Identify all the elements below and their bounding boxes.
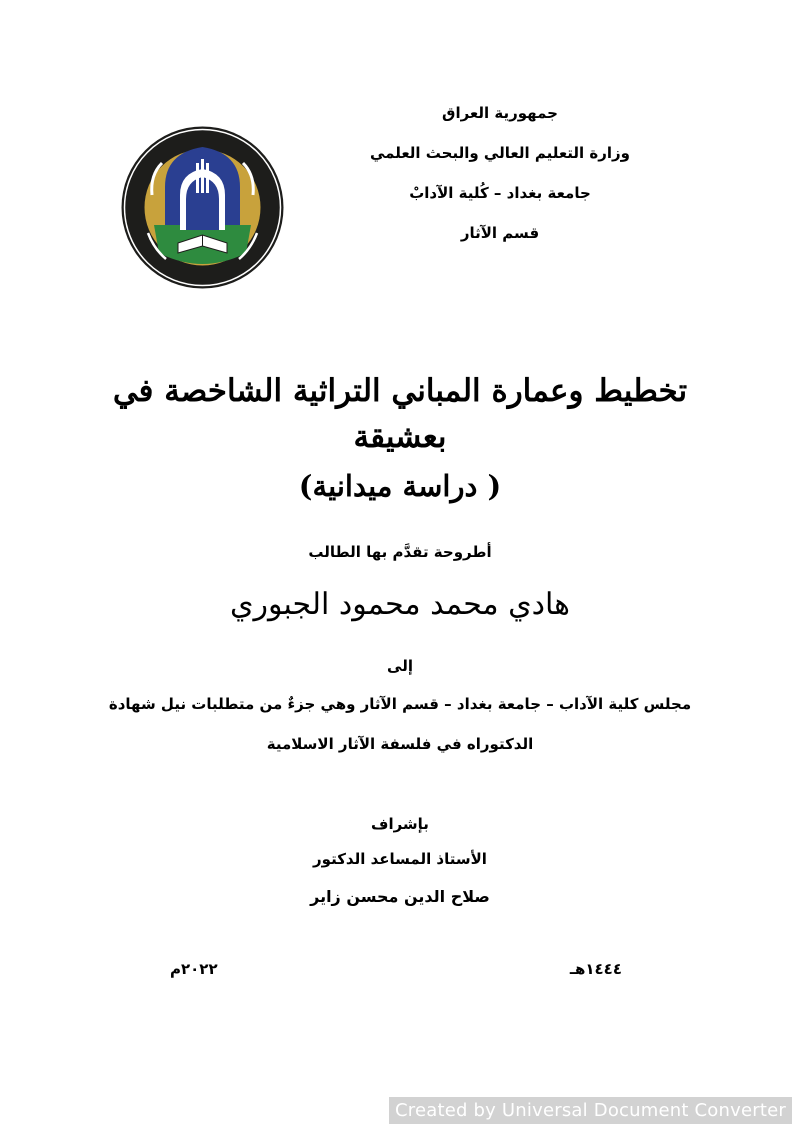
supervision-label: بإشراف	[371, 815, 429, 833]
submission-intro: أطروحة تقدَّم بها الطالب	[308, 543, 492, 561]
council-line-2: الدكتوراه في فلسفة الآثار الاسلامية	[266, 735, 534, 753]
header-department: قسم الآثار	[460, 224, 540, 242]
gregorian-date: ٢٠٢٢م	[170, 960, 218, 978]
university-seal-icon	[120, 125, 285, 290]
header-university: جامعة بغداد – كُلية الآدابْ	[409, 184, 591, 202]
header-block	[320, 100, 680, 260]
thesis-subtitle: ( دراسة ميدانية)	[298, 469, 502, 503]
student-name: هادي محمد محمود الجبوري	[230, 587, 570, 622]
submission-to: إلى	[387, 657, 413, 675]
thesis-title-block	[80, 368, 720, 512]
converter-watermark: Created by Universal Document Converter	[389, 1097, 792, 1124]
seal-graphic	[120, 125, 285, 290]
header-country: جمهورية العراق	[442, 104, 558, 122]
hijri-date: ١٤٤٤هـ	[569, 960, 622, 978]
supervisor-rank: الأستاذ المساعد الدكتور	[313, 850, 487, 868]
header-ministry: وزارة التعليم العالي والبحث العلمي	[369, 144, 631, 162]
council-line-1: مجلس كلية الآداب – جامعة بغداد – قسم الآثار وهي جزءٌ من متطلبات نيل شهادة	[108, 695, 692, 713]
thesis-title: تخطيط وعمارة المباني التراثية الشاخصة في بعشيقة	[112, 373, 688, 455]
supervisor-name: صلاح الدين محسن زاير	[310, 887, 490, 906]
